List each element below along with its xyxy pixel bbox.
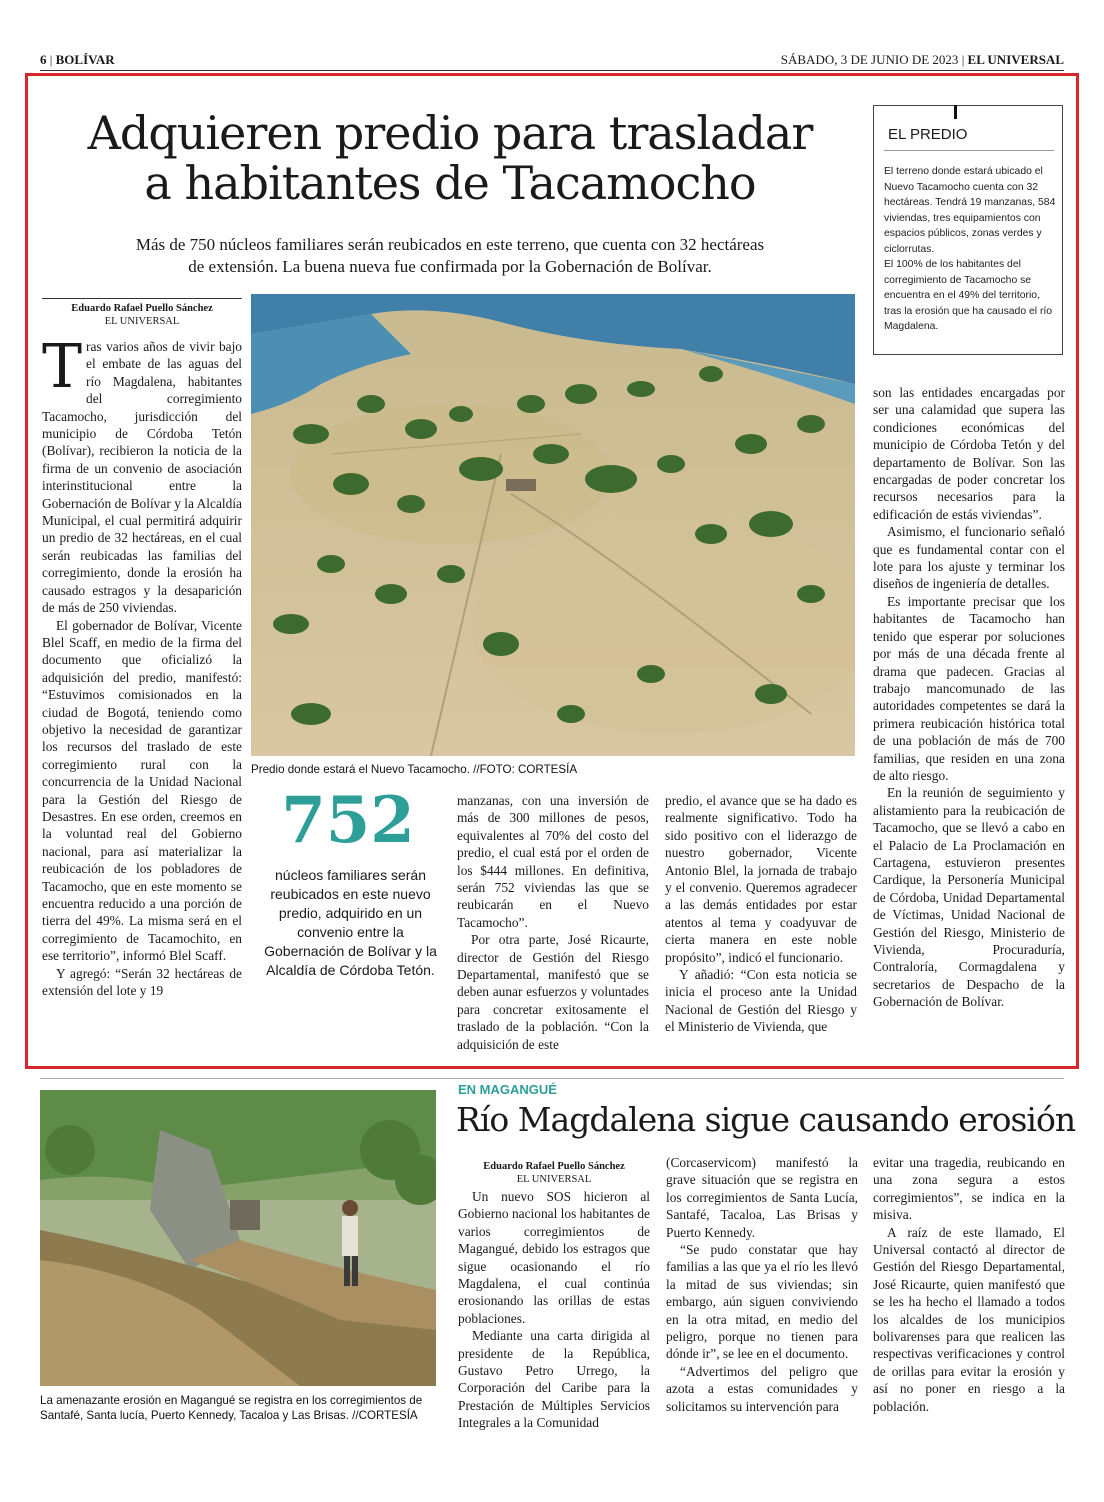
paragraph: Es importante precisar que los habitantes de Tacamocho han tenido que esperar por soluciones por más de una década frente al drama que padecen. Gracias al trabajo mancomunado de las autoridades competentes se dará la primera reubicación histórica total de una población de más de 700 familias, que residen en una zona de alto riesgo. — [873, 593, 1065, 783]
sidebar-box — [873, 105, 1063, 355]
second-byline — [458, 1160, 650, 1186]
sidebar-paragraph-2: El 100% de los habitantes del corregimiento de Tacamocho se encuentra en el 49% del territorio, tras la erosión que ha causado el río Magdalena. — [884, 259, 1053, 332]
section-divider — [40, 1078, 1064, 1079]
sidebar-title: EL PREDIO — [888, 126, 968, 143]
deck-line-1: Más de 750 núcleos familiares serán reubicados en este terreno, que cuenta con 32 hectáreas — [135, 235, 765, 254]
headline-line-2: a habitantes de Tacamocho — [144, 156, 756, 210]
main-column-5 — [873, 384, 1065, 1011]
paragraph: manzanas, con una inversión de más de 300 millones de pesos, equivalentes al 70% del costo del predio, el cual está por el orden de los $444 millones. En definitiva, serán 752 viviendas las que se reubicarán en el Nuevo Tacamocho”. — [457, 793, 649, 930]
folio-right: SÁBADO, 3 DE JUNIO DE 2023 | EL UNIVERSAL — [780, 52, 1064, 67]
author-outlet: EL UNIVERSAL — [516, 1174, 592, 1185]
main-byline — [42, 302, 242, 328]
second-kicker: EN MAGANGUÉ — [458, 1082, 557, 1097]
lead-paragraph — [42, 332, 242, 617]
lead-text: ras varios años de vivir bajo el embate de las aguas del río Magdalena, habitantes del corregimiento Tacamocho, jurisdicción del municipio de Córdoba Tetón (Bolívar), recibieron la noticia de la firma de un convenio de asociación interinstitucional entre la Gobernación de Bolívar y la Alcaldía Municipal, el cual permitirá adquirir un predio de 32 hectáreas, en el cual serán reubicadas las familias del corregimiento, donde la erosión ha causado estragos y la desaparición de más de 250 viviendas. — [42, 339, 242, 616]
riverbank-erosion-image — [40, 1090, 436, 1386]
paragraph: Un nuevo SOS hicieron al Gobierno nacional los habitantes de varios corregimientos de Magangué, debido los estragos que sigue ocasionando el río Magdalena, el cual continúa erosionando las orillas de estas poblaciones. — [458, 1189, 650, 1326]
paragraph: A raíz de este llamado, El Universal contactó al director de Gestión del Riesgo Departamental, José Ricaurte, quien manifestó que se les ha hecho el llamado a todos los alcaldes de los municipios bolivarenses para que realicen las respectivas verificaciones y control de orillas para evitar la erosión y así no poner en riesgo a la población. — [873, 1224, 1065, 1414]
fact-text: núcleos familiares serán reubicados en este nuevo predio, adquirido en un convenio entre la Gobernación de Bolívar y la Alcaldía de Córdoba Tetón. — [264, 867, 437, 978]
section-name: BOLÍVAR — [55, 52, 115, 67]
main-headline — [40, 108, 860, 208]
erosion-photo-caption: La amenazante erosión en Magangué se registra en los corregimientos de Santafé, Santa lucía, Puerto Kennedy, Tacaloa y Las Brisas. //CORTESÍA — [40, 1394, 423, 1422]
main-column-3 — [457, 792, 649, 1053]
sidebar-marker — [954, 105, 957, 119]
paragraph: “Se pudo constatar que hay familias a las que ya el río les llevó la mitad de sus viviendas; sin embargo, aún siguen conviviendo en la otra mitad, en medio del peligro, porque no tienen para dónde ir”, se lee en el documento. — [666, 1242, 858, 1362]
main-photo-caption: Predio donde estará el Nuevo Tacamocho. //FOTO: CORTESÍA — [251, 763, 578, 776]
paragraph: (Corcaservicom) manifestó la grave situación que se registra en los corregimientos de Santa Lucía, Santafé, Tacaloa, Las Brisas y Puerto Kennedy. — [666, 1155, 858, 1240]
paragraph: son las entidades encargadas por ser una calamidad que supera las condiciones económicas del municipio de Córdoba Tetón y del departamento de Bolívar. Son las encargadas de poder concretar los recursos necesarios para la edificación de estás viviendas”. — [873, 385, 1065, 522]
aerial-field-image — [251, 294, 855, 756]
issue-date: SÁBADO, 3 DE JUNIO DE 2023 — [780, 52, 959, 67]
paragraph: predio, el avance que se ha dado es realmente significativo. Todo ha sido positivo con el liderazgo de nuestro gobernador, Vicente Antonio Blel, la jornada de trabajo y el convenio. Queremos agradecer a las demás entidades por estar atentos al tema y coadyuvar de cierta manera en este noble propósito”, indicó el funcionario. — [665, 793, 857, 965]
erosion-photo — [40, 1090, 436, 1386]
paragraph: Por otra parte, José Ricaurte, director de Gestión del Riesgo Departamental, manifestó que se deben aunar esfuerzos y voluntades para concretar exitosamente el traslado de la población. “Con la adquisición de este — [457, 932, 649, 1052]
deck-line-2: de extensión. La buena nueva fue confirmada por la Gobernación de Bolívar. — [188, 257, 712, 276]
drop-cap: T — [42, 332, 83, 402]
paragraph: Y añadió: “Con esta noticia se inicia el proceso ante la Unidad Nacional de Gestión del Riesgo y el Ministerio de Vivienda, que — [665, 967, 857, 1035]
folio-rule — [40, 70, 1064, 71]
main-column-1 — [42, 332, 242, 999]
author-outlet: EL UNIVERSAL — [104, 316, 180, 327]
headline-line-1: Adquieren predio para trasladar — [87, 106, 813, 160]
main-deck — [40, 234, 860, 278]
sidebar-paragraph-1: El terreno donde estará ubicado el Nuevo Tacamocho cuenta con 32 hectáreas. Tendrá 19 manzanas, 584 viviendas, tres equipamientos con espacios públicos, zonas verdes y ciclorrutas. — [884, 166, 1056, 255]
newspaper-name: EL UNIVERSAL — [967, 52, 1064, 67]
main-column-4 — [665, 792, 857, 1036]
paragraph: Asimismo, el funcionario señaló que es fundamental contar con el lote para los ajuste y terminar los diseños de ingeniería de detalles. — [873, 524, 1065, 592]
paragraph: “Advertimos del peligro que azota a estas comunidades y solicitamos su intervención para — [666, 1363, 858, 1414]
folio-left: 6 | BOLÍVAR — [40, 52, 115, 67]
second-headline: Río Magdalena sigue causando erosión — [456, 1100, 1076, 1139]
main-photo — [251, 294, 855, 756]
fact-number: 752 — [281, 783, 415, 858]
paragraph: El gobernador de Bolívar, Vicente Blel Scaff, en medio de la firma del documento que oficializó la adquisición del predio, manifestó: “Estuvimos comisionados en la ciudad de Bogotá, teniendo como objetivo la necesidad de garantizar los recursos del traslado de este corregimiento rural con la concurrencia de la Unidad Nacional para la Gestión del Riesgo de Desastres. En ese orden, creemos en la voluntad real del Gobierno nacional, para así materializar la reubicación de los pobladores de Tacamocho, que en este momento se encuentra reducido a una porción de tierra del 49%. La misma será en el corregimiento de Tacamochito, en ese territorio”, informó Blel Scaff. — [42, 617, 242, 964]
sidebar-rule — [884, 150, 1054, 151]
paragraph: En la reunión de seguimiento y alistamiento para la reubicación de Tacamocho, que se llevó a cabo en el Palacio de La Proclamación en Cartagena, estuvieron presentes Cardique, la Personería Municipal de Córdoba, Unidad Departamental de Víctimas, Unidad Nacional de Gestión del Riesgo, Ministerio de Vivienda, Procuraduría, Contraloría, Cormagdalena y secretarios de Despacho de la Gobernación de Bolívar. — [873, 785, 1065, 1010]
paragraph: Mediante una carta dirigida al presidente de la República, Gustavo Petro Urrego, la Corporación del Caribe para la Prestación de Múltiples Servicios Integrales a la Comunidad — [458, 1328, 650, 1431]
page-number: 6 — [40, 52, 47, 67]
paragraph: Y agregó: “Serán 32 hectáreas de extensión del lote y 19 — [42, 965, 242, 999]
second-column-2 — [666, 1154, 858, 1415]
second-column-1 — [458, 1188, 650, 1432]
paragraph: evitar una tragedia, reubicando en una zona segura a estos corregimientos”, se indica en la misiva. — [873, 1155, 1065, 1223]
author-name: Eduardo Rafael Puello Sánchez — [483, 1161, 625, 1172]
second-column-3 — [873, 1154, 1065, 1415]
author-name: Eduardo Rafael Puello Sánchez — [71, 303, 213, 314]
byline-rule — [42, 298, 242, 299]
